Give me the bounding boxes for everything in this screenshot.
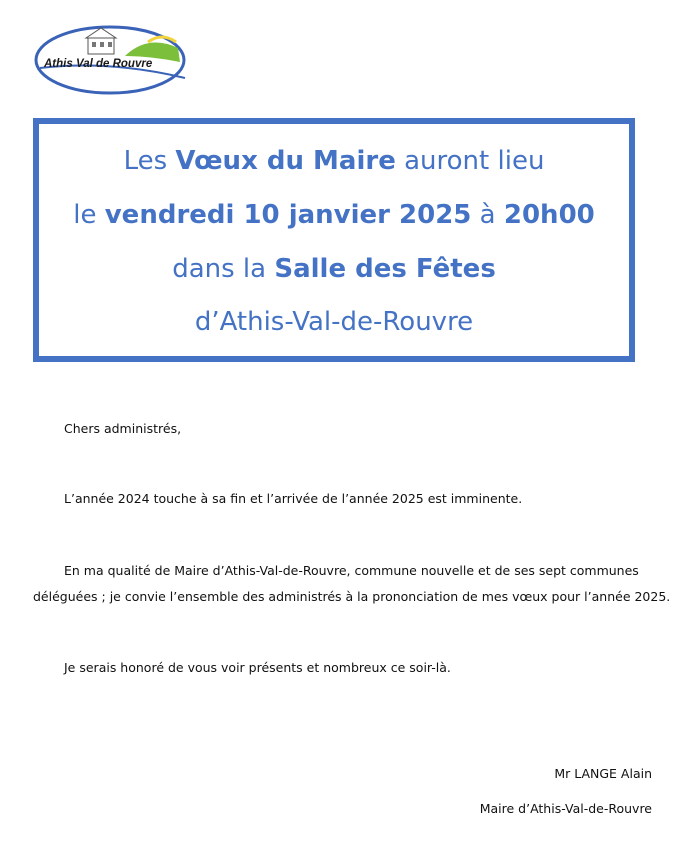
letter-paragraph-quality-line-2: déléguées ; je convie l’ensemble des administrés à la prononciation de mes vœux pour l’année 2025.: [33, 589, 671, 604]
announcement-line-4: d’Athis-Val-de-Rouvre: [194, 307, 474, 337]
letter-paragraph-honor: Je serais honoré de vous voir présents et nombreux ce soir-là.: [64, 660, 451, 675]
signature-name: Mr LANGE Alain: [554, 766, 652, 781]
town-logo: [30, 20, 190, 100]
logo-text: Athis Val de Rouvre: [44, 58, 153, 70]
announcement-box: [33, 118, 635, 362]
announcement-line-1: Les Vœux du Maire auront lieu: [123, 146, 545, 176]
announcement-line-2: le vendredi 10 janvier 2025 à 20h00: [73, 200, 595, 230]
signature-title: Maire d’Athis-Val-de-Rouvre: [479, 801, 652, 816]
announcement-line-3: dans la Salle des Fêtes: [172, 254, 496, 284]
letter-paragraph-year: L’année 2024 touche à sa fin et l’arrivée de l’année 2025 est imminente.: [64, 491, 523, 506]
letter-greeting: Chers administrés,: [64, 421, 182, 436]
letter-paragraph-quality-line-1: En ma qualité de Maire d’Athis-Val-de-Rouvre, commune nouvelle et de ses sept communes: [64, 563, 639, 578]
